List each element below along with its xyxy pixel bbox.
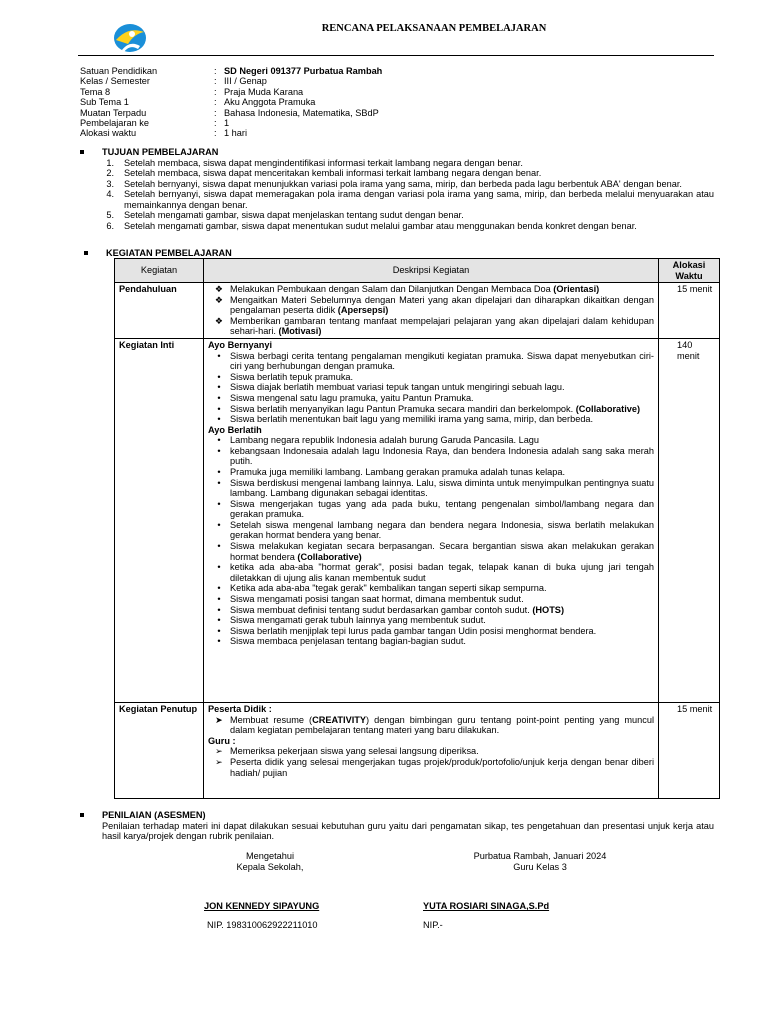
item-text: Setelah bernyanyi, siswa dapat menunjukkan variasi pola irama yang sama, mirip, dan berbeda pada lagu berbentuk ABA' dengan benar.: [124, 178, 682, 189]
item-text: Setelah membaca, siswa dapat menceritakan kembali informasi terkait lambang negara dengan benar.: [124, 168, 542, 179]
info-row: [80, 66, 382, 76]
tujuan-heading: [80, 147, 714, 158]
list-item: [208, 757, 654, 778]
col-kegiatan: Kegiatan: [115, 259, 204, 283]
list-item: [208, 499, 654, 520]
list-item: [208, 467, 654, 478]
col-alokasi: Alokasi Waktu: [659, 259, 720, 283]
item-text: Siswa mengenal satu lagu pramuka, yaitu Pantun Pramuka.: [230, 392, 474, 403]
kegiatan-table: [114, 258, 720, 799]
list-item: [208, 372, 654, 383]
signature-right: [440, 851, 640, 872]
info-value: Bahasa Indonesia, Matematika, SBdP: [224, 107, 379, 118]
info-value: SD Negeri 091377 Purbatua Rambah: [224, 66, 383, 76]
info-row: [80, 76, 382, 86]
info-row: [80, 108, 382, 118]
info-colon: :: [214, 66, 217, 76]
time-cell: 15 menit: [659, 283, 720, 339]
dot-bullet-icon: •: [217, 435, 221, 446]
item-text: Siswa diajak berlatih membuat variasi tepuk tangan untuk mengiringi sebuah lagu.: [230, 382, 565, 393]
tujuan-list: [80, 158, 714, 232]
item-text: Peserta didik yang selesai mengerjakan tugas projek/produk/portofolio/unjuk kerja dengan benar diberi hadiah/ pujian: [230, 756, 654, 778]
square-bullet-icon: [80, 813, 84, 817]
list-item: [208, 316, 654, 337]
kegiatan-heading-text: KEGIATAN PEMBELAJARAN: [106, 248, 232, 258]
table-header-row: [115, 259, 720, 283]
list-item: [208, 594, 654, 605]
dot-bullet-icon: •: [217, 403, 221, 414]
item-text: Siswa membaca penjelasan tentang bagian-bagian sudut.: [230, 636, 466, 647]
document-title: RENCANA PELAKSANAAN PEMBELAJARAN: [321, 23, 547, 34]
item-text: Lambang negara republik Indonesia adalah burung Garuda Pancasila. Lagu: [230, 435, 540, 446]
arrow-bullet-icon: ➢: [215, 756, 223, 767]
list-item: [208, 404, 654, 415]
list-item: [208, 541, 654, 562]
info-label: Tema 8: [80, 86, 111, 97]
item-text: kebangsaan Indonesaia adalah lagu Indonesia Raya, dan bendera Indonesia adalah sang saka merah putih.: [230, 445, 654, 467]
info-colon: :: [214, 128, 217, 139]
info-colon: :: [214, 117, 217, 128]
item-bold: (Orientasi): [553, 284, 600, 295]
info-value: III / Genap: [224, 76, 267, 87]
item-text: Setelah siswa mengenal lambang negara dan bendera negara Indonesia, siswa berlatih melakukan gerakan hormat bendera yang benar.: [230, 519, 654, 541]
item-text: Siswa berlatih menyanyikan lagu Pantun Pramuka secara mandiri dan berkelompok.: [230, 403, 576, 414]
penilaian-heading-text: PENILAIAN (ASESMEN): [102, 810, 206, 820]
info-colon: :: [214, 97, 217, 108]
info-colon: :: [214, 76, 217, 87]
tujuan-heading-text: TUJUAN PEMBELAJARAN: [102, 147, 219, 157]
sign-line: Kepala Sekolah,: [236, 861, 304, 872]
dot-bullet-icon: •: [217, 445, 221, 456]
item-bold: CREATIVITY: [312, 714, 366, 725]
deskripsi-cell: [204, 283, 659, 339]
info-row: [80, 97, 382, 107]
item-number: 5.: [106, 210, 114, 221]
dot-bullet-icon: •: [217, 625, 221, 636]
info-value: Aku Anggota Pramuka: [224, 97, 316, 108]
list-item: [208, 295, 654, 316]
list-item: [208, 562, 654, 583]
list-item: [208, 446, 654, 467]
dot-bullet-icon: •: [217, 392, 221, 403]
list-item: [208, 414, 654, 425]
list-item: [208, 605, 654, 616]
kegiatan-section: [84, 248, 718, 259]
dot-bullet-icon: •: [217, 604, 221, 615]
item-text: Siswa membuat definisi tentang sudut berdasarkan gambar contoh sudut.: [230, 604, 533, 615]
item-text: Setelah mengamati gambar, siswa dapat menentukan sudut melalui gambar atau menggunakan benda konkret dengan benar.: [124, 221, 637, 232]
dot-bullet-icon: •: [217, 414, 221, 425]
item-text: Siswa mengamati posisi tangan saat hormat, dimana membentuk sudut.: [230, 593, 524, 604]
list-item: [80, 189, 714, 210]
item-bold: (Collaborative): [575, 403, 641, 414]
list-item: [208, 583, 654, 594]
square-bullet-icon: [84, 251, 88, 255]
item-text: Setelah membaca, siswa dapat mengindentifikasi informasi terkait lambang negara dengan benar.: [124, 157, 523, 168]
item-bold: (Collaborative): [297, 551, 362, 562]
item-text: Siswa berlatih menjiplak tepi lurus pada gambar tangan Udin posisi menghormat bendera.: [230, 625, 597, 636]
teacher-nip: NIP.-: [423, 920, 443, 930]
info-row: [80, 87, 382, 97]
list-item: [208, 715, 654, 736]
info-label: Kelas / Semester: [80, 76, 150, 87]
item-number: 6.: [106, 221, 114, 232]
item-text: Setelah bernyanyi, siswa dapat memeragakan pola irama dengan variasi pola irama yang sama, mirip, dan berbeda melalui menyuarakan atau memainkannya dengan benar.: [124, 189, 714, 210]
col-deskripsi: Deskripsi Kegiatan: [204, 259, 659, 283]
diamond-bullet-icon: ❖: [214, 284, 224, 295]
dot-bullet-icon: •: [217, 382, 221, 393]
arrow-bullet-icon: ➢: [215, 746, 223, 757]
info-value: Praja Muda Karana: [224, 86, 304, 97]
teacher-name: YUTA ROSIARI SINAGA,S.Pd: [423, 901, 550, 911]
item-number: 4.: [106, 189, 114, 200]
info-label: Satuan Pendidikan: [80, 66, 158, 76]
subheading: Ayo Bernyanyi: [208, 340, 272, 351]
arrow-bullet-icon: ➤: [215, 714, 223, 725]
inti-list: [208, 435, 654, 647]
deskripsi-cell: [204, 339, 659, 703]
square-bullet-icon: [80, 150, 84, 154]
list-item: [208, 435, 654, 446]
table-row: [115, 703, 720, 799]
list-item: [208, 351, 654, 372]
item-text: Memeriksa pekerjaan siswa yang selesai langsung diperiksa.: [230, 746, 479, 757]
item-bold: (Apersepsi): [337, 305, 389, 316]
list-item: [208, 393, 654, 404]
diamond-bullet-icon: ❖: [214, 315, 224, 326]
time-cell: 140 menit: [659, 339, 720, 703]
list-item: [80, 210, 714, 221]
time-cell: 15 menit: [659, 703, 720, 799]
dot-bullet-icon: •: [217, 583, 221, 594]
item-text: Setelah mengamati gambar, siswa dapat menjelaskan tentang sudut dengan benar.: [124, 210, 464, 221]
list-item: [208, 746, 654, 757]
dot-bullet-icon: •: [217, 498, 221, 509]
list-item: [208, 284, 654, 295]
item-text: Ketika ada aba-aba "tegak gerak" kembalikan tangan seperti sikap sempurna.: [230, 583, 547, 594]
item-text: Memberikan gambaran tentang manfaat mempelajari pelajaran yang akan dipelajari dalam kehidupan sehari-hari.: [230, 315, 654, 337]
item-text: Siswa berdiskusi mengenai lambang lainnya. Lalu, siswa diminta untuk menyimpulkan pentingnya suatu lambang. Lambang digunakan sebagai identitas.: [230, 477, 654, 499]
item-number: 2.: [106, 168, 114, 179]
list-item: [80, 221, 714, 232]
list-item: [208, 382, 654, 393]
list-item: [208, 636, 654, 647]
info-label: Alokasi waktu: [80, 128, 137, 139]
item-number: 3.: [106, 178, 114, 189]
info-label: Muatan Terpadu: [80, 107, 147, 118]
subheading: Ayo Berlatih: [208, 424, 262, 435]
header-divider: [78, 55, 714, 56]
item-text: Siswa berlatih tepuk pramuka.: [230, 371, 354, 382]
penilaian-section: [80, 810, 714, 842]
item-text: Melakukan Pembukaan dengan Salam dan Dilanjutkan Dengan Membaca Doa: [230, 284, 554, 295]
dot-bullet-icon: •: [217, 593, 221, 604]
item-bold: (Motivasi): [278, 326, 322, 337]
deskripsi-cell: [204, 703, 659, 799]
item-text: Siswa berbagi cerita tentang pengalaman mengikuti kegiatan pramuka. Siswa dapat menyebutkan ciri-ciri yang berhubungan dengan pramuka.: [230, 350, 654, 372]
subheading: Peserta Didik :: [208, 704, 272, 715]
penilaian-heading: [80, 810, 714, 821]
inti-list: [208, 351, 654, 425]
subheading: Guru :: [208, 735, 236, 746]
identity-block: [80, 66, 382, 139]
dot-bullet-icon: •: [217, 615, 221, 626]
info-colon: :: [214, 107, 217, 118]
table-row: [115, 283, 720, 339]
list-item: [80, 179, 714, 190]
info-colon: :: [214, 86, 217, 97]
item-number: 1.: [106, 157, 114, 168]
info-value: 1: [224, 117, 230, 128]
phase-inti: Kegiatan Inti: [115, 339, 204, 703]
item-text: Siswa mengerjakan tugas yang ada pada buku, tentang pengenalan simbol/lambang negara dan gerakan pramuka.: [230, 498, 654, 520]
item-text: ) dengan bimbingan guru tentang point-point penting yang muncul dalam kegiatan pembelajaran tentang materi yang baru dilakukan.: [230, 714, 654, 736]
info-value: 1 hari: [224, 128, 247, 139]
dot-bullet-icon: •: [217, 519, 221, 530]
info-row: [80, 128, 382, 138]
item-bold: (HOTS): [532, 604, 564, 615]
sign-line: Mengetahui: [245, 851, 294, 861]
item-text: Pramuka juga memiliki lambang. Lambang gerakan pramuka adalah tunas kelapa.: [230, 466, 566, 477]
dot-bullet-icon: •: [217, 541, 221, 552]
list-item: [80, 168, 714, 179]
info-label: Pembelajaran ke: [80, 117, 149, 128]
item-text: Siswa berlatih menentukan bait lagu yang memiliki irama yang sama, mirip, dan berbeda.: [230, 414, 594, 425]
info-label: Sub Tema 1: [80, 97, 129, 108]
diamond-bullet-icon: ❖: [214, 294, 224, 305]
item-text: ketika ada aba-aba "hormat gerak", posisi badan tegak, telapak kanan di buka ujung jari tengah diletakkan di ujung alis kanan membentuk sudut: [230, 562, 654, 583]
dot-bullet-icon: •: [217, 562, 221, 573]
dot-bullet-icon: •: [217, 350, 221, 361]
tujuan-section: [80, 147, 714, 232]
info-row: [80, 118, 382, 128]
dot-bullet-icon: •: [217, 371, 221, 382]
sign-line: Purbatua Rambah, Januari 2024: [473, 851, 607, 861]
item-text: Membuat resume (: [230, 714, 313, 725]
signature-left: [200, 851, 340, 872]
phase-pendahuluan: Pendahuluan: [115, 283, 204, 339]
list-item: [208, 520, 654, 541]
headmaster-nip: NIP. 198310062922211010: [207, 920, 318, 930]
dot-bullet-icon: •: [217, 636, 221, 647]
table-row: [115, 339, 720, 703]
item-text: Siswa melakukan kegiatan secara berpasangan. Secara bergantian siswa akan melakukan gerakan hormat bendera: [230, 541, 654, 562]
list-item: [80, 158, 714, 169]
item-text: Mengaitkan Materi Sebelumnya dengan Materi yang akan dipelajari dan diharapkan dikaitkan dengan pengalaman peserta didik: [230, 294, 654, 316]
dot-bullet-icon: •: [217, 466, 221, 477]
dot-bullet-icon: •: [217, 477, 221, 488]
list-item: [208, 615, 654, 626]
headmaster-name: JON KENNEDY SIPAYUNG: [204, 901, 320, 911]
list-item: [208, 626, 654, 637]
penilaian-text: Penilaian terhadap materi ini dapat dilakukan sesuai kebutuhan guru yaitu dari pengamatan sikap, tes pengetahuan dan presentasi unjuk kerja atau hasil karya/projek dengan rubrik penilaian.: [102, 820, 714, 842]
sign-line: Guru Kelas 3: [513, 861, 567, 872]
kegiatan-heading: [84, 248, 718, 259]
list-item: [208, 478, 654, 499]
phase-penutup: Kegiatan Penutup: [115, 703, 204, 799]
item-text: Siswa mengamati gerak tubuh lainnya yang membentuk sudut.: [230, 615, 486, 626]
